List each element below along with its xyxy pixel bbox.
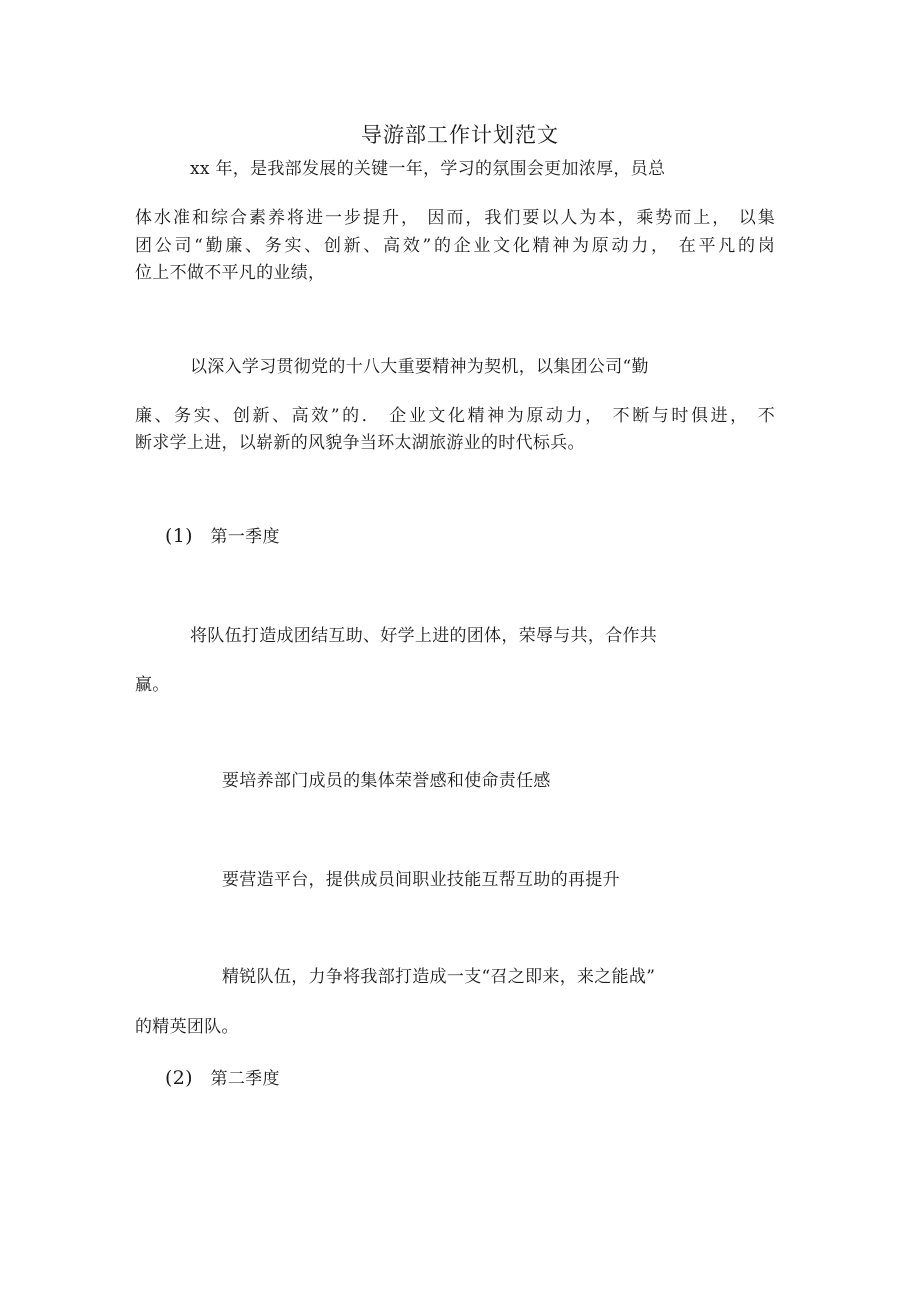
paragraph-1-line-2: 体水准和综合素养将进一步提升， 因而，我们要以人为本，乘势而上， 以集 xyxy=(135,208,775,228)
paragraph-2-line-2: 廉、务实、创新、高效”的． 企业文化精神为原动力， 不断与时俱进， 不 xyxy=(135,406,775,426)
paragraph-2-line-1: 以深入学习贯彻党的十八大重要精神为契机，以集团公司“勤 xyxy=(190,357,649,377)
section-1-number: (1) xyxy=(165,525,193,547)
document-title: 导游部工作计划范文 xyxy=(361,123,559,147)
section-1-heading xyxy=(165,525,280,548)
list-item-3-line-2: 的精英团队。 xyxy=(135,1017,239,1037)
list-item-1: 要培养部门成员的集体荣誉感和使命责任感 xyxy=(222,771,551,791)
paragraph-1-line-4: 位上不做不平凡的业绩， xyxy=(135,263,326,283)
paragraph-3-line-1: 将队伍打造成团结互助、好学上进的团体，荣辱与共，合作共 xyxy=(190,626,658,646)
section-2-number: (2) xyxy=(165,1067,193,1089)
paragraph-1-line-3: 团公司“勤廉、务实、创新、高效”的企业文化精神为原动力， 在平凡的岗 xyxy=(135,236,775,256)
section-2-title: 第二季度 xyxy=(210,1069,280,1089)
list-item-3-line-1: 精锐队伍，力争将我部打造成一支“召之即来，来之能战” xyxy=(222,967,656,987)
section-2-heading xyxy=(165,1067,280,1090)
section-1-title: 第一季度 xyxy=(210,527,280,547)
paragraph-2-line-3: 断求学上进，以崭新的风貌争当环太湖旅游业的时代标兵。 xyxy=(135,433,585,453)
paragraph-3-line-2: 赢。 xyxy=(135,675,170,695)
paragraph-1-line-1: xx 年，是我部发展的关键一年，学习的氛围会更加浓厚，员总 xyxy=(190,159,666,179)
list-item-2: 要营造平台，提供成员间职业技能互帮互助的再提升 xyxy=(222,870,620,890)
